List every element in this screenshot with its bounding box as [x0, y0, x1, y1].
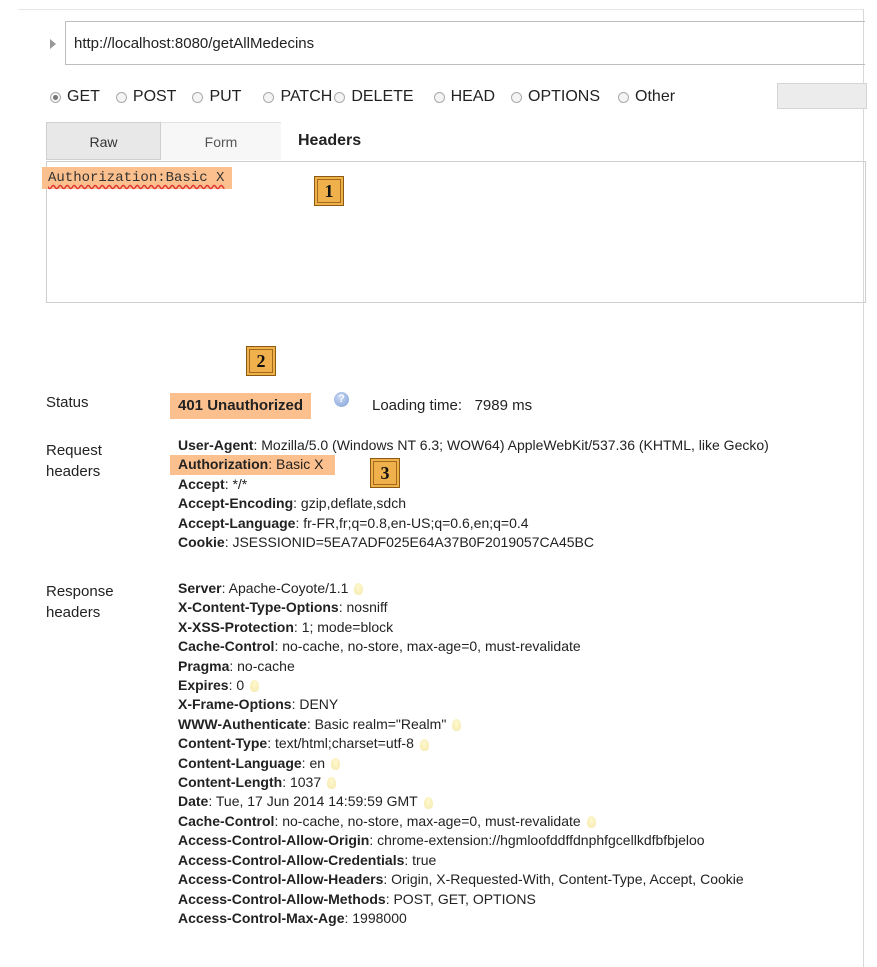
- header-value: Mozilla/5.0 (Windows NT 6.3; WOW64) AppleWebKit/537.36 (KHTML, like Gecko): [261, 437, 769, 453]
- header-name: WWW-Authenticate: [178, 715, 307, 732]
- method-get[interactable]: [50, 88, 100, 106]
- lightbulb-icon[interactable]: [424, 797, 433, 809]
- header-name: Access-Control-Allow-Headers: [178, 871, 384, 888]
- method-label: POST: [132, 88, 177, 105]
- header-name: Content-Type: [178, 735, 268, 752]
- method-other[interactable]: [618, 88, 675, 106]
- radio-icon[interactable]: [618, 92, 629, 103]
- tab-raw[interactable]: Raw: [46, 122, 161, 160]
- header-row: X-Content-Type-Options: nosniff: [178, 599, 388, 616]
- method-label: Other: [635, 88, 676, 105]
- header-value: no-cache, no-store, max-age=0, must-revalidate: [282, 638, 581, 655]
- header-value: text/html;charset=utf-8: [274, 735, 414, 752]
- header-value: 1; mode=block: [301, 618, 394, 635]
- header-name: Access-Control-Allow-Origin: [178, 832, 370, 849]
- header-value: Basic X: [276, 456, 324, 473]
- loading-time: [372, 397, 532, 414]
- method-put[interactable]: [192, 88, 241, 106]
- lightbulb-icon[interactable]: [587, 816, 596, 828]
- header-value: en: [309, 754, 326, 771]
- method-post[interactable]: [116, 88, 177, 106]
- lightbulb-icon[interactable]: [420, 739, 429, 751]
- header-row: Content-Language: en: [178, 754, 744, 773]
- header-row: User-Agent: Mozilla/5.0 (Windows NT 6.3; WOW64) AppleWebKit/537.36 (KHTML, like Gecko): [178, 437, 769, 453]
- annotation-badge-1: 1: [314, 176, 344, 206]
- request-headers-label: Request headers: [46, 442, 102, 480]
- header-value: 0: [236, 677, 245, 694]
- header-row: Authorization: Basic X: [178, 455, 769, 474]
- header-row: Cache-Control: no-cache, no-store, max-age=0, must-revalidate: [178, 638, 581, 655]
- status-value: 401 Unauthorized: [170, 393, 311, 419]
- header-value: gzip,deflate,sdch: [300, 495, 406, 512]
- header-row: Access-Control-Allow-Credentials: true: [178, 851, 437, 868]
- method-label: OPTIONS: [528, 88, 601, 105]
- header-value: Apache-Coyote/1.1: [228, 580, 349, 596]
- header-row: WWW-Authenticate: Basic realm="Realm": [178, 715, 744, 734]
- status-label: Status: [46, 394, 89, 411]
- right-divider: [863, 9, 864, 967]
- header-name: Accept-Language: [178, 514, 296, 531]
- header-name: Access-Control-Max-Age: [178, 909, 345, 926]
- loading-label: Loading time:: [372, 397, 463, 414]
- method-radio-group: [50, 86, 675, 108]
- top-divider: [18, 9, 863, 10]
- header-name: Authorization: [178, 456, 269, 473]
- response-headers-list: [178, 579, 744, 928]
- expand-arrow-icon[interactable]: [50, 39, 56, 49]
- header-value: Origin, X-Requested-With, Content-Type, Accept, Cookie: [391, 871, 744, 888]
- header-row: Access-Control-Allow-Methods: POST, GET, OPTIONS: [178, 890, 536, 907]
- header-value: DENY: [299, 696, 339, 713]
- header-value: 1998000: [352, 909, 407, 926]
- method-label: HEAD: [450, 88, 496, 105]
- radio-icon[interactable]: [50, 92, 61, 103]
- radio-icon[interactable]: [434, 92, 445, 103]
- tab-form[interactable]: Form: [161, 122, 281, 160]
- lightbulb-icon[interactable]: [327, 777, 336, 789]
- header-row: Expires: 0: [178, 676, 744, 695]
- header-value: no-cache, no-store, max-age=0, must-revalidate: [282, 812, 581, 829]
- header-line-text: Authorization:Basic X: [48, 170, 225, 186]
- header-name: Pragma: [178, 657, 230, 674]
- header-value: Tue, 17 Jun 2014 14:59:59 GMT: [215, 793, 418, 810]
- header-value: POST, GET, OPTIONS: [393, 890, 536, 907]
- header-name: Expires: [178, 677, 229, 694]
- url-input[interactable]: http://localhost:8080/getAllMedecins: [65, 21, 865, 65]
- header-name: Accept: [178, 475, 225, 492]
- method-label: PUT: [209, 88, 242, 105]
- request-headers-list: [178, 436, 769, 552]
- annotation-badge-3: 3: [370, 458, 400, 488]
- header-row: Content-Type: text/html;charset=utf-8: [178, 734, 744, 753]
- header-row: Cache-Control: no-cache, no-store, max-age=0, must-revalidate: [178, 812, 744, 831]
- header-name: Cache-Control: [178, 638, 275, 655]
- header-name: X-XSS-Protection: [178, 618, 294, 635]
- header-value: fr-FR,fr;q=0.8,en-US;q=0.6,en;q=0.4: [303, 514, 529, 531]
- header-name: Access-Control-Allow-Methods: [178, 890, 386, 907]
- header-value: */*: [232, 475, 248, 492]
- radio-icon[interactable]: [511, 92, 522, 103]
- radio-icon[interactable]: [263, 92, 274, 103]
- header-name: X-Frame-Options: [178, 696, 292, 713]
- method-label: GET: [67, 88, 100, 105]
- header-name: Cookie: [178, 534, 225, 551]
- header-value: chrome-extension://hgmloofddffdnphfgcellkdfbfbjeloo: [377, 832, 705, 849]
- method-patch[interactable]: [263, 88, 332, 106]
- lightbulb-icon[interactable]: [452, 719, 461, 731]
- annotation-badge-2: 2: [246, 346, 276, 376]
- header-row: Pragma: no-cache: [178, 657, 295, 674]
- header-name: Access-Control-Allow-Credentials: [178, 851, 405, 868]
- radio-icon[interactable]: [116, 92, 127, 103]
- header-row: Access-Control-Allow-Origin: chrome-extension://hgmloofddffdnphfgcellkdfbfbjeloo: [178, 832, 705, 849]
- radio-icon[interactable]: [192, 92, 203, 103]
- header-row: Access-Control-Max-Age: 1998000: [178, 909, 407, 926]
- lightbulb-icon[interactable]: [354, 583, 363, 595]
- tab-headers[interactable]: Headers: [298, 132, 362, 149]
- header-row: Cookie: JSESSIONID=5EA7ADF025E64A37B0F2019057CA45BC: [178, 534, 594, 551]
- header-name: Accept-Encoding: [178, 495, 294, 512]
- help-question-icon[interactable]: ?: [334, 392, 349, 407]
- header-value: JSESSIONID=5EA7ADF025E64A37B0F2019057CA45BC: [232, 534, 594, 551]
- other-method-input[interactable]: [777, 83, 867, 109]
- header-row: X-XSS-Protection: 1; mode=block: [178, 618, 394, 635]
- header-row: Access-Control-Allow-Headers: Origin, X-Requested-With, Content-Type, Accept, Cookie: [178, 871, 744, 888]
- header-row: Accept: */*: [178, 475, 248, 492]
- header-value: true: [412, 851, 437, 868]
- header-row: X-Frame-Options: DENY: [178, 696, 339, 713]
- header-line-highlight: [42, 167, 232, 189]
- header-row: Server: Apache-Coyote/1.1: [178, 579, 744, 598]
- response-headers-label: Response headers: [46, 583, 114, 621]
- header-value: 1037: [289, 774, 322, 791]
- header-name: Content-Length: [178, 774, 283, 791]
- header-value: nosniff: [346, 599, 388, 616]
- header-row: Date: Tue, 17 Jun 2014 14:59:59 GMT: [178, 792, 744, 811]
- header-value: no-cache: [237, 657, 295, 674]
- method-delete[interactable]: [334, 88, 413, 106]
- header-name: User-Agent: [178, 437, 254, 453]
- loading-value: 7989 ms: [474, 397, 533, 414]
- header-name: Date: [178, 793, 209, 810]
- header-name: Cache-Control: [178, 812, 275, 829]
- method-label: DELETE: [351, 88, 414, 105]
- header-row: Accept-Language: fr-FR,fr;q=0.8,en-US;q=0.6,en;q=0.4: [178, 514, 529, 531]
- radio-icon[interactable]: [334, 92, 345, 103]
- lightbulb-icon[interactable]: [331, 758, 340, 770]
- header-row: Content-Length: 1037: [178, 773, 744, 792]
- header-name: X-Content-Type-Options: [178, 599, 339, 616]
- method-label: PATCH: [280, 88, 333, 105]
- method-head[interactable]: [434, 88, 495, 106]
- header-row: Accept-Encoding: gzip,deflate,sdch: [178, 495, 406, 512]
- header-name: Content-Language: [178, 754, 302, 771]
- header-name: Server: [178, 580, 222, 596]
- lightbulb-icon[interactable]: [250, 680, 259, 692]
- header-value: Basic realm="Realm": [314, 715, 447, 732]
- method-options[interactable]: [511, 88, 600, 106]
